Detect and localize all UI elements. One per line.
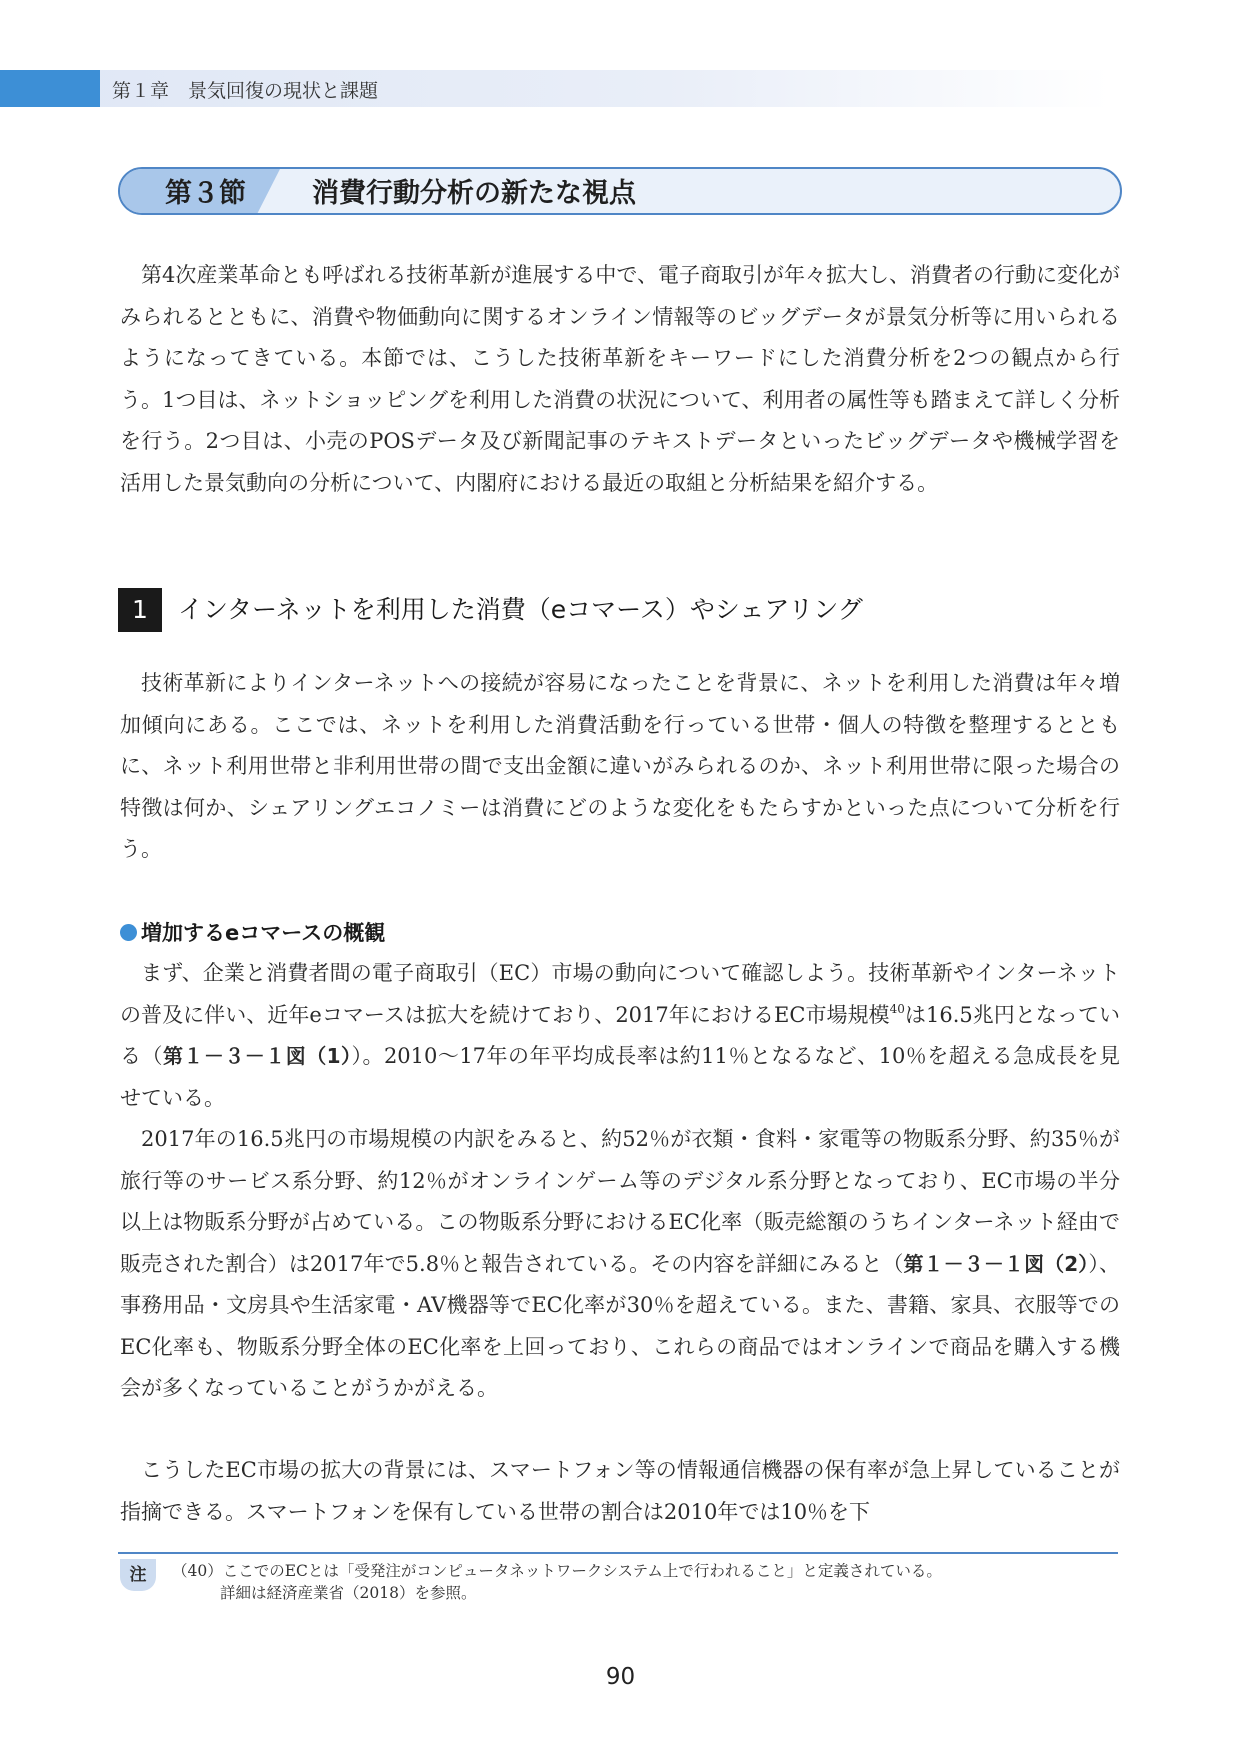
subsection-title: インターネットを利用した消費（eコマース）やシェアリング — [178, 595, 863, 624]
footnote-body: ここでのECとは「受発注がコンピュータネットワークシステム上で行われること」と定義されている。 — [222, 1562, 942, 1580]
paragraph-text: は16.5兆円となっている（ — [120, 1002, 1121, 1068]
paragraph-text: ）。2010～17年の年平均成長率は約11％となるなど、10％を超える急成長を見せている。 — [120, 1044, 1120, 1110]
ec-market-paragraph — [120, 953, 1120, 1119]
footnote-body-continued: 詳細は経済産業省（2018）を参照。 — [220, 1584, 477, 1602]
figure-reference[interactable]: 第１－３－１図（2） — [903, 1251, 1089, 1276]
figure-reference[interactable]: 第１－３－１図（1） — [162, 1044, 352, 1068]
section-number: 第３節 — [165, 178, 246, 209]
footnote-text — [172, 1560, 1122, 1604]
subsection-number: 1 — [118, 588, 162, 632]
chapter-title: 第１章 景気回復の現状と課題 — [112, 80, 379, 102]
topic-heading — [120, 917, 385, 947]
subsection-intro-paragraph: 技術革新によりインターネットへの接続が容易になったことを背景に、ネットを利用した消費は年々増加傾向にある。ここでは、ネットを利用した消費活動を行っている世帯・個人の特徴を整理するとともに、ネット利用世帯と非利用世帯の間で支出金額に違いがみられるのか、ネット利用世帯に限った場合の特徴は何か、シェアリングエコノミーは消費にどのような変化をもたらすかといった点について分析を行う。 — [120, 671, 1120, 861]
ec-breakdown-paragraph — [120, 1119, 1120, 1410]
chapter-accent-bar — [0, 70, 100, 107]
intro-paragraph: 第4次産業革命とも呼ばれる技術革新が進展する中で、電子商取引が年々拡大し、消費者の行動に変化がみられるとともに、消費や物価動向に関するオンライン情報等のビッグデータが景気分析等に用いられるようになってきている。本節では、こうした技術革新をキーワードにした消費分析を2つの観点から行う。1つ目は、ネットショッピングを利用した消費の状況について、利用者の属性等も踏まえて詳しく分析を行う。2つ目は、小売のPOSデータ及び新聞記事のテキストデータといったビッグデータや機械学習を活用した景気動向の分析について、内閣府における最近の取組と分析結果を紹介する。 — [120, 263, 1120, 495]
footnote-number: （40） — [172, 1562, 223, 1580]
paragraph-text: まず、企業と消費者間の電子商取引（EC）市場の動向について確認しよう。技術革新やインターネットの普及に伴い、近年eコマースは拡大を続けており、2017年におけるEC市場規模 — [120, 961, 1120, 1027]
smartphone-paragraph: こうしたEC市場の拡大の背景には、スマートフォン等の情報通信機器の保有率が急上昇していることが指摘できる。スマートフォンを保有している世帯の割合は2010年では10％を下 — [120, 1458, 1120, 1524]
footnote-divider — [118, 1552, 1118, 1554]
page-number: 90 — [605, 1664, 636, 1690]
paragraph-text: 2017年の16.5兆円の市場規模の内訳をみると、約52％が衣類・食料・家電等の物販系分野、約35％が旅行等のサービス系分野、約12％がオンラインゲーム等のデジタル系分野となっており、EC市場の半分以上は物販系分野が占めている。この物販系分野におけるEC化率（販売総額のうちインターネット経由で販売された割合）は2017年で5.8％と報告されている。その内容を詳細にみると（ — [120, 1127, 1120, 1276]
footnote-reference[interactable]: 40 — [889, 1001, 905, 1016]
topic-heading-text: 増加するeコマースの概観 — [141, 921, 386, 945]
footnote-label: 注 — [120, 1559, 156, 1591]
paragraph-text: ）、事務用品・文房具や生活家電・AV機器等でEC化率が30％を超えている。また、書籍、家具、衣服等でのEC化率も、物販系分野全体のEC化率を上回っており、これらの商品ではオンラインで商品を購入する機会が多くなっていることがうかがえる。 — [120, 1251, 1121, 1400]
bullet-circle-icon — [120, 924, 137, 941]
section-title: 消費行動分析の新たな視点 — [312, 178, 636, 209]
